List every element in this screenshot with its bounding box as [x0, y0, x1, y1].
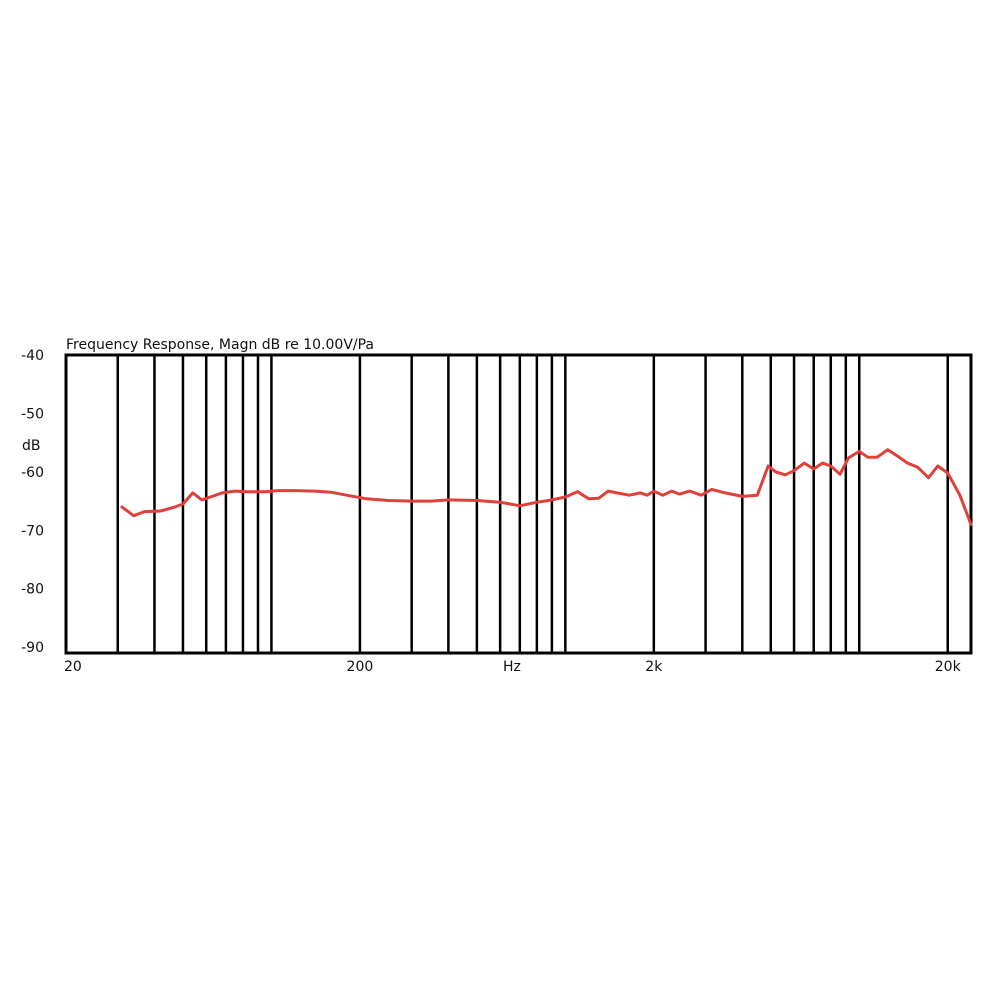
x-tick-label: 2k — [645, 659, 663, 675]
y-tick-labels — [21, 348, 44, 656]
x-tick-label: 20k — [934, 659, 961, 675]
series-layer — [122, 450, 971, 525]
plot-frame — [66, 355, 971, 653]
y-tick-label: -50 — [21, 406, 44, 423]
y-tick-label: -90 — [21, 640, 44, 657]
y-axis-label: dB — [22, 438, 41, 454]
chart-title: Frequency Response, Magn dB re 10.00V/Pa — [66, 337, 374, 353]
y-tick-label: -80 — [21, 581, 44, 598]
y-tick-label: -60 — [21, 464, 44, 481]
response-line — [122, 450, 971, 525]
x-tick-label: 200 — [346, 659, 374, 675]
y-tick-label: -70 — [21, 523, 44, 540]
x-axis-label: Hz — [503, 659, 521, 675]
y-tick-label: -40 — [21, 348, 44, 364]
x-tick-label: 20 — [64, 659, 82, 675]
